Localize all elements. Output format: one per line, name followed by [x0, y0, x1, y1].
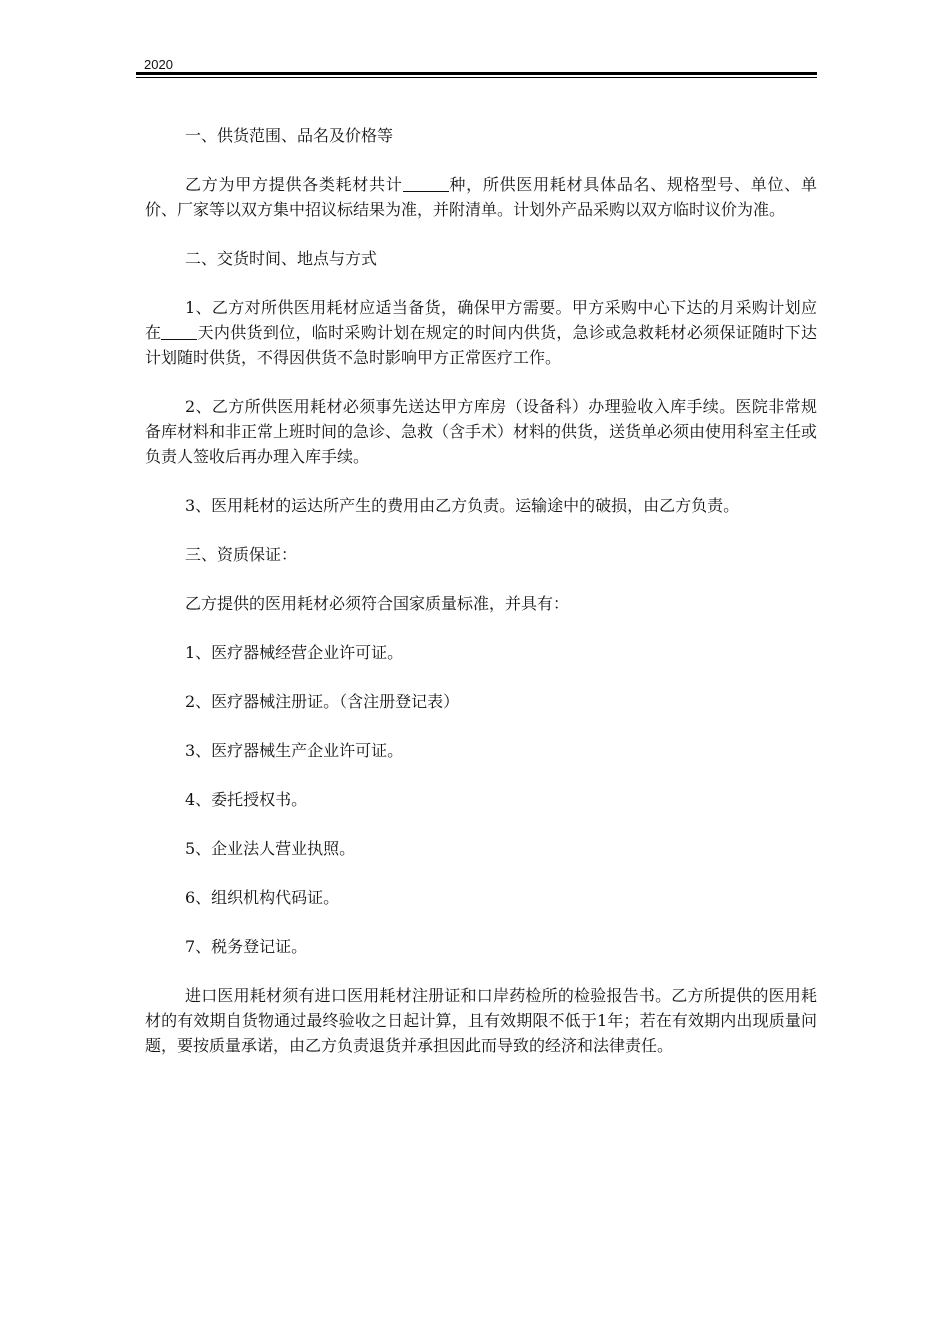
section-3-title: 三、资质保证：	[185, 545, 298, 564]
header-year: 2020	[144, 57, 173, 72]
section-2-title: 二、交货时间、地点与方式	[185, 249, 378, 268]
qualification-item: 6、组织机构代码证。	[185, 888, 340, 907]
section-3-intro: 乙方提供的医用耗材必须符合国家质量标准，并具有：	[185, 594, 570, 613]
qualification-item: 4、委托授权书。	[185, 790, 308, 809]
document-body	[145, 123, 817, 1082]
qualification-item: 1、医疗器械经营企业许可证。	[185, 643, 404, 662]
section-2-clause-1-text-a: 1、乙方对所供医用耗材应适当备货，确保甲方需要。甲方采购中心下达的月采购计划应在	[145, 298, 817, 342]
fill-blank-item-count	[403, 175, 449, 192]
qualification-item: 3、医疗器械生产企业许可证。	[185, 741, 404, 760]
section-2-clause-1	[145, 295, 817, 370]
qualification-item: 5、企业法人营业执照。	[185, 839, 356, 858]
section-1-text-b: 种，所供医用耗材具体品名、规格型号、单位、单价、厂家等以双方集中招议标结果为准，并附清单。计划外产品采购以双方临时议价为准。	[145, 175, 817, 219]
section-2-clause-1-text-b: 天内供货到位，临时采购计划在规定的时间内供货，急诊或急救耗材必须保证随时下达计划随时供货，不得因供货不急时影响甲方正常医疗工作。	[145, 323, 817, 367]
section-1-text-a: 乙方为甲方提供各类耗材共计	[185, 175, 403, 194]
section-1-paragraph	[145, 172, 817, 222]
header-rule-thick	[136, 72, 817, 75]
section-3-import-paragraph: 进口医用耗材须有进口医用耗材注册证和口岸药检所的检验报告书。乙方所提供的医用耗材的有效期自货物通过最终验收之日起计算，且有效期限不低于1年；若在有效期内出现质量问题，要按质量承诺，由乙方负责退货并承担因此而导致的经济和法律责任。	[145, 986, 817, 1055]
section-2-clause-3: 3、医用耗材的运达所产生的费用由乙方负责。运输途中的破损，由乙方负责。	[185, 496, 740, 515]
page-header	[136, 58, 817, 78]
section-2-clause-2: 2、乙方所供医用耗材必须事先送达甲方库房（设备科）办理验收入库手续。医院非常规备库材料和非正常上班时间的急诊、急救（含手术）材料的供货，送货单必须由使用科室主任或负责人签收后再办理入库手续。	[145, 397, 818, 466]
section-1-title: 一、供货范围、品名及价格等	[185, 126, 394, 145]
qualification-item: 2、医疗器械注册证。（含注册登记表）	[185, 692, 460, 711]
fill-blank-delivery-days	[161, 323, 197, 340]
qualification-item: 7、税务登记证。	[185, 937, 308, 956]
header-rule-thin	[136, 77, 817, 78]
